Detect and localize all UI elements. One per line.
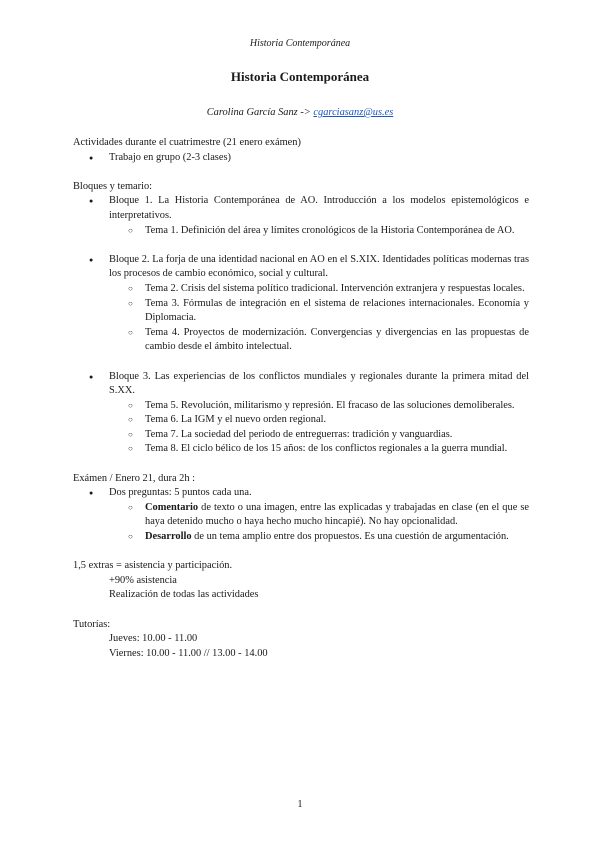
- actividades-list: [73, 151, 529, 166]
- examen-comentario: [73, 501, 529, 530]
- bloques-label: Bloques y temario:: [73, 180, 153, 192]
- examen-list: [73, 486, 529, 544]
- actividades-item: ● Trabajo en grupo (2-3 clases): [73, 151, 529, 166]
- desarrollo-bold: Desarrollo: [145, 531, 192, 543]
- bloque-1: ● Bloque 1. La Historia Contemporánea de AO. Introducción a los modelos epistemológicos e interpretativos.: [73, 194, 529, 223]
- extras-line-1: +90% asistencia: [109, 574, 177, 586]
- tema-7: ○ Tema 7. La sociedad del periodo de entreguerras: tradición y vanguardias.: [73, 428, 529, 443]
- bloques-list: [73, 194, 529, 457]
- tema-4: ○ Tema 4. Proyectos de modernización. Convergencias y divergencias en las propuestas de cambio desde el ámbito intelectual.: [73, 326, 529, 355]
- comentario-bold: Comentario: [145, 501, 199, 513]
- running-header: Historia Contemporánea: [249, 38, 351, 49]
- extras-label: 1,5 extras = asistencia y participación.: [73, 560, 233, 572]
- actividades-label: Actividades durante el cuatrimestre (21 enero exámen): [73, 137, 301, 148]
- tema-1: ○ Tema 1. Definición del área y límites cronológicos de la Historia Contemporánea de AO.: [73, 224, 529, 239]
- tema-2: ○ Tema 2. Crisis del sistema político tradicional. Intervención extranjera y respuestas locales.: [73, 282, 529, 297]
- tutorias-label: Tutorías:: [73, 618, 111, 630]
- bloque-3: ● Bloque 3. Las experiencias de los conflictos mundiales y regionales durante la primera mitad del S.XX.: [73, 370, 529, 399]
- author-name: Carolina García Sanz ->: [206, 107, 311, 118]
- examen-label: Exámen / Enero 21, dura 2h :: [73, 472, 196, 484]
- tutorias-line-1: Jueves: 10.00 - 11.00: [109, 633, 198, 645]
- examen-item: ● Dos preguntas: 5 puntos cada una.: [73, 486, 529, 501]
- tema-5: ○ Tema 5. Revolución, militarismo y represión. El fracaso de las soluciones demoliberales.: [73, 399, 529, 414]
- bloque-2: ● Bloque 2. La forja de una identidad nacional en AO en el S.XIX. Identidades políticas modernas tras los procesos de cambio económico, social y cultural.: [73, 253, 529, 282]
- document-body: [73, 136, 529, 661]
- tema-6: ○ Tema 6. La IGM y el nuevo orden regional.: [73, 413, 529, 428]
- document-title: Historia Contemporánea: [230, 69, 370, 84]
- desarrollo-text: de un tema amplio entre dos propuestos. Es una cuestión de argumentación.: [191, 531, 509, 543]
- author-email-link[interactable]: cgarciasanz@us.es: [313, 107, 394, 118]
- tema-8: ○ Tema 8. El ciclo bélico de los 15 años: de los conflictos regionales a la guerra mundial.: [73, 442, 529, 457]
- author-line: [0, 106, 600, 121]
- tema-3: ○ Tema 3. Fórmulas de integración en el sistema de relaciones internacionales. Economía y Diplomacia.: [73, 297, 529, 326]
- extras-line-2: Realización de todas las actividades: [109, 589, 259, 601]
- page-number: 1: [297, 799, 303, 810]
- examen-desarrollo: [73, 530, 529, 545]
- comentario-text: de texto o una imagen, entre las explicadas y trabajadas en clase (en el que se haya detenido mucho o haya hecho mucho hincapié). No hay opcionalidad.: [145, 501, 529, 528]
- tutorias-line-2: Viernes: 10.00 - 11.00 // 13.00 - 14.00: [109, 647, 268, 659]
